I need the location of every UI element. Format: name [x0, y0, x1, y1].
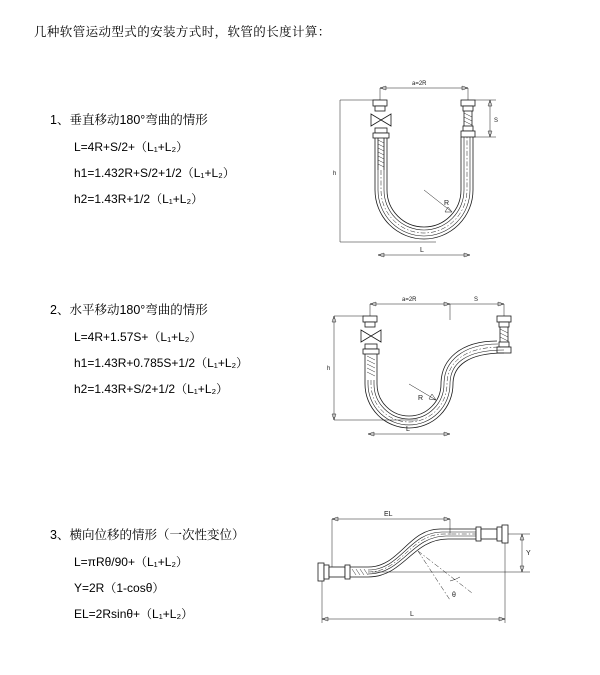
- figure-1-drawing: [318, 70, 578, 265]
- fig1-radius-dimension: [424, 190, 452, 212]
- section-2-title: 2、水平移动180°弯曲的情形: [50, 303, 208, 317]
- fig1-bottom-dimension: [378, 247, 470, 257]
- section-1: [50, 110, 235, 216]
- fig1-label-side: S: [494, 118, 499, 124]
- page-title: 几种软管运动型式的安装方式时，软管的长度计算：: [34, 25, 331, 39]
- fig2-label-top1: a=2R: [402, 297, 417, 303]
- fig1-label-top: a=2R: [412, 81, 427, 87]
- fig2-u-bend: [365, 341, 504, 428]
- figure-3-lateral-offset: [300, 505, 585, 640]
- section-2-formula-3: h2=1.43R+S/2+1/2（L₁+L₂）: [74, 382, 229, 396]
- fig1-label-bottom: L: [420, 247, 424, 254]
- fig2-label-left: h: [327, 366, 331, 372]
- section-1-formula-1: L=4R+S/2+（L₁+L₂）: [74, 140, 189, 154]
- fig3-right-flange: [476, 525, 508, 543]
- section-2: [50, 300, 248, 406]
- fig2-left-flange: [361, 316, 381, 380]
- fig3-left-flange: [318, 563, 368, 581]
- fig1-right-dimension: [475, 100, 498, 137]
- fig3-s-curve-hose: [368, 529, 476, 577]
- fig2-label-radius: R: [418, 395, 424, 402]
- figure-3-drawing: [300, 505, 585, 640]
- fig1-left-flange: [371, 100, 391, 138]
- fig1-u-bend: [375, 137, 473, 239]
- fig1-label-radius: R: [444, 200, 450, 207]
- fig2-top-dimensions: [370, 297, 504, 320]
- section-3-title: 3、横向位移的情形（一次性变位）: [50, 528, 245, 542]
- section-1-formula-3: h2=1.43R+1/2（L₁+L₂）: [74, 192, 204, 206]
- figure-2-drawing: [318, 288, 578, 448]
- fig3-label-angle: θ: [452, 592, 456, 599]
- fig3-top-dimension: [332, 511, 450, 567]
- fig2-left-dimension: [327, 316, 418, 420]
- fig2-bottom-dimension: [368, 426, 450, 436]
- section-1-formula-2: h1=1.432R+S/2+1/2（L₁+L₂）: [74, 166, 235, 180]
- figure-2-horizontal-180-bend: [318, 288, 578, 448]
- fig1-left-dimension: [333, 100, 436, 242]
- section-3: [50, 525, 244, 631]
- fig1-label-vertical: h: [333, 171, 337, 177]
- fig3-bottom-dimension: [322, 543, 505, 623]
- section-2-formula-1: L=4R+1.57S+（L₁+L₂）: [74, 330, 202, 344]
- fig2-radius-dimension: [409, 384, 436, 402]
- section-2-formula-2: h1=1.43R+0.785S+1/2（L₁+L₂）: [74, 356, 249, 370]
- fig1-right-flange: [461, 100, 475, 137]
- fig3-label-right: Y: [526, 550, 531, 557]
- section-3-formula-1: L=πRθ/90+（L₁+L₂）: [74, 555, 189, 569]
- section-3-formula-2: Y=2R（1-cosθ）: [74, 581, 165, 595]
- fig1-left-hose: [375, 138, 387, 170]
- fig1-top-dimension: [380, 81, 468, 110]
- fig3-angle-dimension: [418, 551, 472, 600]
- section-1-title: 1、垂直移动180°弯曲的情形: [50, 113, 208, 127]
- fig3-label-top: EL: [384, 511, 393, 518]
- fig3-label-bottom: L: [410, 611, 414, 618]
- section-3-formula-3: EL=2Rsinθ+（L₁+L₂）: [74, 607, 194, 621]
- fig2-label-top2: S: [474, 297, 479, 303]
- fig2-right-flange: [497, 316, 511, 353]
- figure-1-vertical-180-bend: [318, 70, 578, 265]
- fig2-label-bottom: L: [406, 426, 410, 433]
